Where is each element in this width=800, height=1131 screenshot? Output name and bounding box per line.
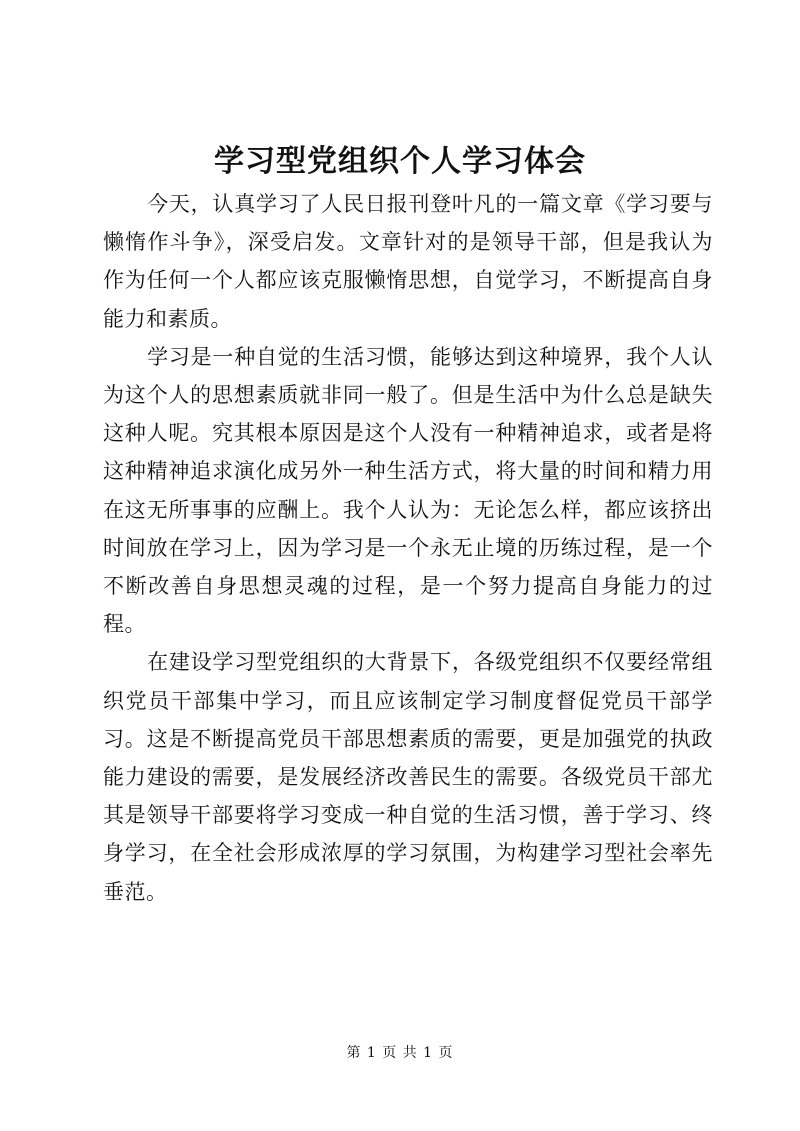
paragraph-2: 学习是一种自觉的生活习惯，能够达到这种境界，我个人认为这个人的思想素质就非同一般了。但是生活中为什么总是缺失这种人呢。究其根本原因是这个人没有一种精神追求，或者是将这种精神追求演化成另外一种生活方式，将大量的时间和精力用在这无所事事的应酬上。我个人认为：无论怎么样，都应该挤出时间放在学习上，因为学习是一个永无止境的历练过程，是一个不断改善自身思想灵魂的过程，是一个努力提高自身能力的过程。: [103, 344, 713, 637]
page-footer: 第 1 页 共 1 页: [346, 1045, 454, 1061]
document-body: [103, 185, 713, 911]
document-title: 学习型党组织个人学习体会: [214, 144, 586, 179]
paragraph-3: 在建设学习型党组织的大背景下，各级党组织不仅要经常组织党员干部集中学习，而且应该制定学习制度督促党员干部学习。这是不断提高党员干部思想素质的需要，更是加强党的执政能力建设的需要，是发展经济改善民生的需要。各级党员干部尤其是领导干部要将学习变成一种自觉的生活习惯，善于学习、终身学习，在全社会形成浓厚的学习氛围，为构建学习型社会率先垂范。: [103, 650, 713, 904]
paragraph-1: 今天，认真学习了人民日报刊登叶凡的一篇文章《学习要与懒惰作斗争》，深受启发。文章针对的是领导干部，但是我认为作为任何一个人都应该克服懒惰思想，自觉学习，不断提高自身能力和素质。: [103, 192, 713, 331]
